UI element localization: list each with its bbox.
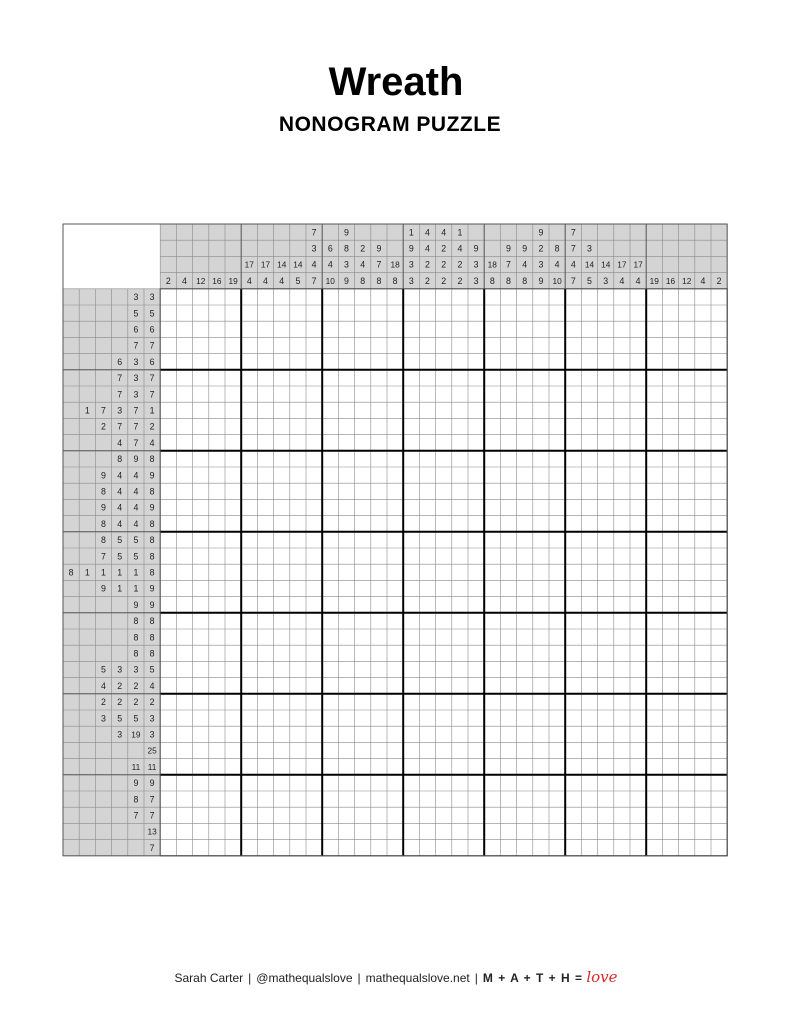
row-clue-number: 1 xyxy=(84,567,90,578)
row-clue-number: 7 xyxy=(117,373,123,384)
row-clue-number: 5 xyxy=(117,713,123,724)
column-clue-number: 18 xyxy=(390,259,400,270)
row-clue-number: 8 xyxy=(149,518,155,529)
row-clue-number: 3 xyxy=(101,713,106,724)
column-clue-number: 3 xyxy=(603,275,609,286)
column-clue-number: 9 xyxy=(408,243,414,254)
row-clue-number: 4 xyxy=(117,437,123,448)
column-clue-number: 14 xyxy=(601,259,611,270)
column-clue-number: 4 xyxy=(554,259,560,270)
column-clue-number: 2 xyxy=(441,259,447,270)
row-clue-number: 2 xyxy=(101,421,106,432)
row-clue-number: 7 xyxy=(149,810,155,821)
row-clue-number: 9 xyxy=(149,502,155,513)
column-clue-number: 4 xyxy=(182,275,187,286)
row-clue-number: 9 xyxy=(101,502,106,513)
column-clue-number: 4 xyxy=(441,227,447,238)
column-clue-number: 8 xyxy=(392,275,398,286)
row-clue-number: 4 xyxy=(133,518,139,529)
row-clue-number: 8 xyxy=(149,567,155,578)
column-clue-number: 8 xyxy=(344,243,349,254)
column-clue-number: 4 xyxy=(619,275,625,286)
column-clue-number: 14 xyxy=(584,259,595,270)
row-clue-number: 3 xyxy=(133,664,139,675)
row-clue-number: 8 xyxy=(133,616,139,627)
row-clue-number: 3 xyxy=(117,729,123,740)
row-clue-number: 3 xyxy=(149,729,155,740)
column-clue-number: 4 xyxy=(246,275,252,286)
row-clue-number: 5 xyxy=(101,664,106,675)
row-clue-number: 2 xyxy=(133,680,139,691)
page-title: Wreath xyxy=(328,60,464,104)
column-clue-number: 7 xyxy=(506,259,511,270)
row-clue-number: 4 xyxy=(117,518,123,529)
row-clue-number: 9 xyxy=(133,454,139,465)
row-clue-number: 5 xyxy=(133,535,139,546)
column-clue-number: 8 xyxy=(506,275,511,286)
footer-handle: @mathequalslove xyxy=(256,971,353,985)
column-clue-number: 7 xyxy=(570,275,576,286)
row-clue-number: 4 xyxy=(101,680,106,691)
column-clue-number: 3 xyxy=(408,275,414,286)
column-clue-number: 7 xyxy=(376,259,382,270)
row-clue-number: 11 xyxy=(147,761,157,772)
row-clue-number: 3 xyxy=(117,405,123,416)
column-clue-number: 4 xyxy=(360,259,366,270)
row-clue-number: 5 xyxy=(117,535,123,546)
row-clue-number: 3 xyxy=(133,292,139,303)
column-clue-number: 9 xyxy=(344,227,349,238)
column-clue-number: 19 xyxy=(228,275,238,286)
column-clue-number: 2 xyxy=(716,275,722,286)
row-clue-number: 4 xyxy=(117,470,123,481)
row-clue-number: 7 xyxy=(149,794,155,805)
column-clue-number: 17 xyxy=(633,259,643,270)
column-clue-number: 2 xyxy=(441,243,447,254)
column-clue-number: 4 xyxy=(327,259,333,270)
row-clue-number: 4 xyxy=(149,437,155,448)
row-clue-number: 13 xyxy=(147,826,157,837)
column-clue-number: 9 xyxy=(538,275,544,286)
row-clue-number: 8 xyxy=(101,518,106,529)
row-clue-number: 7 xyxy=(133,340,139,351)
column-clue-number: 4 xyxy=(263,275,268,286)
column-clue-number: 4 xyxy=(425,227,430,238)
row-clue-number: 7 xyxy=(149,340,155,351)
row-clue-number: 7 xyxy=(101,551,106,562)
column-clue-number: 9 xyxy=(344,275,349,286)
row-clue-number: 3 xyxy=(133,389,139,400)
row-clue-number: 8 xyxy=(133,794,139,805)
row-clue-number: 8 xyxy=(133,648,139,659)
column-clue-number: 2 xyxy=(425,259,430,270)
column-clue-number: 2 xyxy=(425,275,430,286)
playing-grid xyxy=(160,289,727,856)
column-clue-number: 4 xyxy=(635,275,641,286)
column-clue-number: 14 xyxy=(293,259,303,270)
column-clue-number: 6 xyxy=(327,243,333,254)
row-clue-number: 8 xyxy=(68,567,74,578)
column-clue-number: 2 xyxy=(457,275,463,286)
footer-website: mathequalslove.net xyxy=(365,971,470,985)
row-clue-number: 8 xyxy=(149,632,155,643)
row-clue-number: 1 xyxy=(117,583,123,594)
column-clue-number: 5 xyxy=(295,275,301,286)
row-clue-number: 3 xyxy=(149,713,155,724)
footer-brand: M + A + T + H = xyxy=(482,971,583,985)
column-clue-number: 5 xyxy=(587,275,592,286)
column-clue-number: 2 xyxy=(165,275,171,286)
row-clue-number: 7 xyxy=(101,405,106,416)
column-clue-number: 3 xyxy=(473,275,479,286)
row-clue-number: 4 xyxy=(133,502,139,513)
column-clue-number: 2 xyxy=(538,243,544,254)
column-clue-number: 7 xyxy=(570,227,576,238)
footer xyxy=(0,968,792,987)
column-clue-number: 9 xyxy=(376,243,382,254)
row-clue-number: 5 xyxy=(133,551,139,562)
row-clue-number: 7 xyxy=(149,389,155,400)
column-clue-number: 9 xyxy=(522,243,528,254)
row-clue-number: 7 xyxy=(133,810,139,821)
column-clue-number: 17 xyxy=(260,259,271,270)
subtitle-text: NONOGRAM PUZZLE xyxy=(278,113,502,136)
row-clue-number: 9 xyxy=(101,470,106,481)
row-clue-number: 8 xyxy=(149,648,155,659)
row-clue-number: 9 xyxy=(149,599,155,610)
column-clue-number: 19 xyxy=(649,275,659,286)
row-clue-number: 2 xyxy=(149,697,155,708)
row-clue-number: 2 xyxy=(117,680,123,691)
column-clue-number: 14 xyxy=(277,259,287,270)
row-clue-number: 1 xyxy=(133,583,139,594)
column-clue-number: 17 xyxy=(617,259,627,270)
column-clue-number: 3 xyxy=(538,259,544,270)
column-clue-number: 1 xyxy=(408,227,414,238)
column-clue-number: 4 xyxy=(570,259,576,270)
row-clue-number: 5 xyxy=(133,308,139,319)
row-clue-number: 9 xyxy=(133,599,139,610)
column-clue-number: 4 xyxy=(279,275,285,286)
column-clue-number: 4 xyxy=(700,275,706,286)
row-clue-number: 4 xyxy=(149,680,155,691)
column-clue-number: 7 xyxy=(311,275,317,286)
row-clue-number: 1 xyxy=(117,567,123,578)
column-clue-number: 1 xyxy=(457,227,463,238)
column-clue-number: 2 xyxy=(457,259,463,270)
row-clue-number: 6 xyxy=(149,324,155,335)
column-clue-number: 3 xyxy=(473,259,479,270)
footer-author: Sarah Carter xyxy=(174,971,244,985)
column-clue-number: 4 xyxy=(457,243,463,254)
row-clue-number: 8 xyxy=(149,535,155,546)
column-clue-number: 10 xyxy=(325,275,335,286)
row-clue-number: 9 xyxy=(133,778,139,789)
column-clue-number: 3 xyxy=(408,259,414,270)
row-clue-number: 1 xyxy=(101,567,106,578)
row-clue-number: 8 xyxy=(101,535,106,546)
row-clue-number: 3 xyxy=(149,292,155,303)
row-clue-number: 8 xyxy=(101,486,106,497)
row-clue-number: 8 xyxy=(149,486,155,497)
column-clue-number: 7 xyxy=(570,243,576,254)
row-clue-number: 6 xyxy=(133,324,139,335)
column-clue-number: 3 xyxy=(311,243,317,254)
row-clue-number: 8 xyxy=(117,454,123,465)
row-clue-number: 8 xyxy=(149,551,155,562)
row-clue-number: 5 xyxy=(133,713,139,724)
column-clue-number: 8 xyxy=(554,243,560,254)
column-clue-number: 3 xyxy=(344,259,349,270)
column-clue-number: 9 xyxy=(473,243,479,254)
row-clue-number: 4 xyxy=(133,470,139,481)
column-clue-number: 2 xyxy=(441,275,447,286)
column-clue-number: 12 xyxy=(196,275,206,286)
column-clue-number: 16 xyxy=(212,275,222,286)
row-clue-number: 6 xyxy=(149,356,155,367)
column-clue-number: 9 xyxy=(506,243,511,254)
row-clue-number: 8 xyxy=(133,632,139,643)
row-clue-number: 25 xyxy=(147,745,157,756)
row-clue-number: 7 xyxy=(117,421,123,432)
row-clue-number: 9 xyxy=(101,583,106,594)
row-clue-number: 6 xyxy=(117,356,123,367)
row-clue-number: 4 xyxy=(133,486,139,497)
row-clue-number: 3 xyxy=(133,373,139,384)
row-clue-number: 7 xyxy=(133,421,139,432)
footer-brand-word: love xyxy=(586,968,618,986)
column-clue-number: 9 xyxy=(538,227,544,238)
column-clue-number: 8 xyxy=(489,275,495,286)
row-clue-number: 4 xyxy=(117,486,123,497)
column-clue-number: 4 xyxy=(425,243,430,254)
row-clue-number: 7 xyxy=(149,373,155,384)
row-clue-number: 7 xyxy=(133,405,139,416)
row-clue-number: 7 xyxy=(149,842,155,853)
row-clue-number: 1 xyxy=(149,405,155,416)
row-clue-number: 1 xyxy=(84,405,90,416)
row-clue-number: 3 xyxy=(133,356,139,367)
row-clue-number: 19 xyxy=(131,729,141,740)
column-clue-number: 8 xyxy=(522,275,528,286)
row-clue-number: 3 xyxy=(117,664,123,675)
row-clue-number: 2 xyxy=(117,697,123,708)
footer-separator: | xyxy=(357,971,361,985)
row-clue-number: 7 xyxy=(133,437,139,448)
row-clue-number: 5 xyxy=(117,551,123,562)
row-clue-number: 5 xyxy=(149,308,155,319)
corner-box xyxy=(63,224,160,289)
footer-separator: | xyxy=(474,971,478,985)
row-clue-number: 4 xyxy=(117,502,123,513)
column-clue-number: 12 xyxy=(682,275,692,286)
column-clue-number: 4 xyxy=(522,259,528,270)
column-clue-number: 4 xyxy=(311,259,317,270)
column-clue-number: 17 xyxy=(244,259,254,270)
row-clue-number: 2 xyxy=(101,697,106,708)
row-clue-number: 9 xyxy=(149,778,155,789)
column-clue-number: 10 xyxy=(552,275,562,286)
row-clue-number: 7 xyxy=(117,389,123,400)
row-clue-number: 11 xyxy=(131,761,141,772)
row-clue-number: 8 xyxy=(149,616,155,627)
column-clue-number: 2 xyxy=(360,243,366,254)
row-clue-number: 9 xyxy=(149,583,155,594)
column-clue-number: 8 xyxy=(376,275,382,286)
column-clue-number: 7 xyxy=(311,227,317,238)
column-clue-number: 16 xyxy=(665,275,676,286)
row-clue-number: 1 xyxy=(133,567,139,578)
row-clue-number: 8 xyxy=(149,454,155,465)
column-clue-number: 3 xyxy=(587,243,592,254)
footer-separator: | xyxy=(248,971,252,985)
column-clue-number: 18 xyxy=(487,259,497,270)
row-clue-number: 9 xyxy=(149,470,155,481)
column-clue-number: 8 xyxy=(360,275,366,286)
row-clue-number: 2 xyxy=(149,421,155,432)
row-clue-number: 2 xyxy=(133,697,139,708)
row-clue-number: 5 xyxy=(149,664,155,675)
